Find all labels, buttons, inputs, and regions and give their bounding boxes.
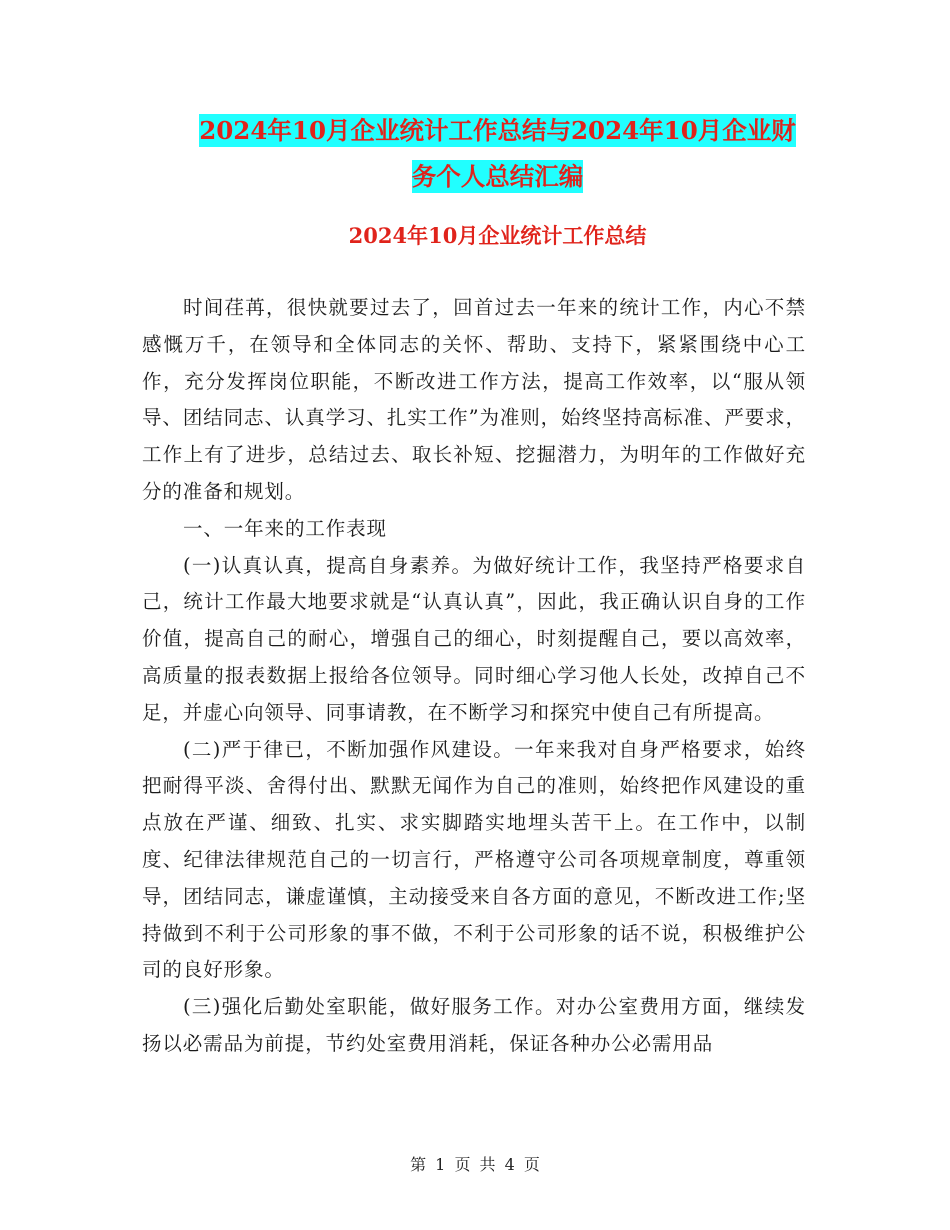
page-footer: 第 1 页 共 4 页: [410, 1155, 540, 1174]
paragraph-3: (三)强化后勤处室职能，做好服务工作。对办公室费用方面，继续发扬以必需品为前提，节约处室费用消耗，保证各种办公必需用品: [142, 995, 806, 1055]
paragraph-2: (二)严于律已，不断加强作风建设。一年来我对自身严格要求，始终把耐得平淡、舍得付出、默默无闻作为自己的准则，始终把作风建设的重点放在严谨、细致、扎实、求实脚踏实地埋头苦干上。在工作中，以制度、纪律法律规范自己的一切言行，严格遵守公司各项规章制度，尊重领导，团结同志，谦虚谨慎，主动接受来自各方面的意见，不断改进工作;坚持做到不利于公司形象的事不做，不利于公司形象的话不说，积极维护公司的良好形象。: [142, 737, 806, 982]
section-title: 2024年10月企业统计工作总结: [348, 223, 647, 248]
document-body: [142, 290, 806, 1063]
paragraph-intro: 时间荏苒，很快就要过去了，回首过去一年来的统计工作，内心不禁感慨万千，在领导和全体同志的关怀、帮助、支持下，紧紧围绕中心工作，充分发挥岗位职能，不断改进工作方法，提高工作效率，以“服从领导、团结同志、认真学习、扎实工作”为准则，始终坚持高标准、严要求，工作上有了进步，总结过去、取长补短、挖掘潜力，为明年的工作做好充分的准备和规划。: [142, 296, 806, 503]
title-line-1: 2024年10月企业统计工作总结与2024年10月企业财: [199, 116, 796, 145]
title-line-2: 务个人总结汇编: [411, 162, 584, 191]
paragraph-1: (一)认真认真，提高自身素养。为做好统计工作，我坚持严格要求自己，统计工作最大地要求就是“认真认真”，因此，我正确认识自身的工作价值，提高自己的耐心，增强自己的细心，时刻提醒自己，要以高效率，高质量的报表数据上报给各位领导。同时细心学习他人长处，改掉自己不足，并虚心向领导、同事请教，在不断学习和探究中使自己有所提高。: [142, 553, 806, 724]
document-title: [140, 108, 855, 200]
section-heading: 一、一年来的工作表现: [182, 516, 387, 540]
